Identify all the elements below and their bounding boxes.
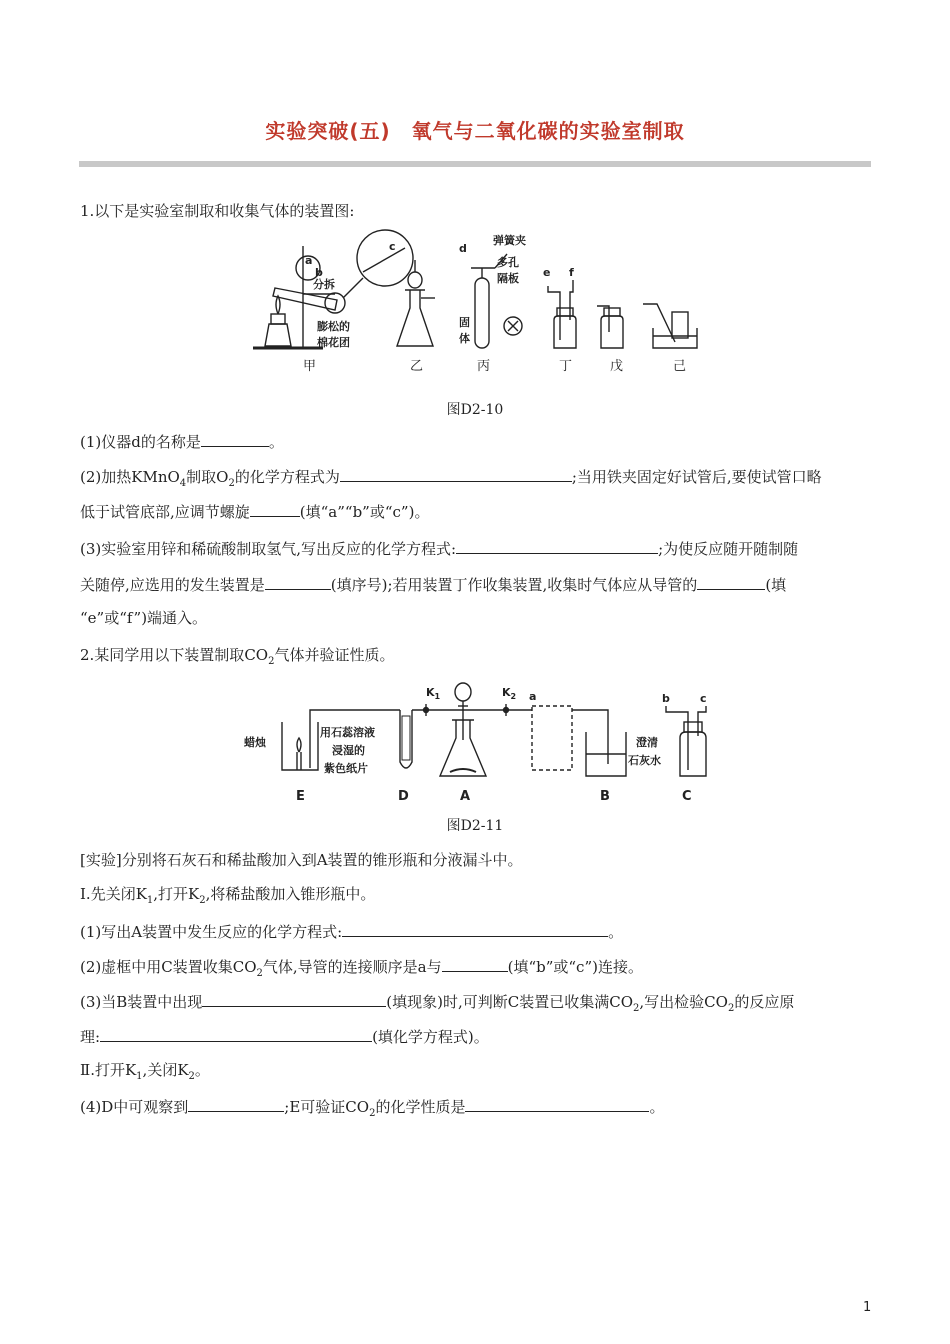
q2-part3-text: 理: (80, 1028, 101, 1046)
q2-step1 (80, 884, 375, 911)
label-duokong-2: 隔板 (497, 272, 519, 285)
subscript: 2 (199, 895, 206, 906)
answer-blank[interactable] (456, 537, 658, 554)
answer-blank[interactable] (340, 465, 572, 482)
q2-part3-text: 的反应原 (734, 993, 795, 1011)
answer-blank[interactable] (100, 1025, 372, 1042)
figure-caption-d2-11: 图D2-11 (446, 818, 504, 834)
label-k1 (426, 686, 441, 701)
q1-part3-text: 关随停,应选用的发生装置是 (80, 576, 265, 594)
q2-part3-text: ,写出检验CO (639, 993, 728, 1011)
subscript: 2 (188, 1071, 195, 1082)
answer-blank[interactable] (265, 573, 331, 590)
label-duokong-1: 多孔 (497, 256, 519, 269)
q2-part3-text: (填化学方程式)。 (372, 1028, 489, 1046)
label-e: e (543, 266, 551, 279)
q1-part2-text: (填“a”“b”或“c”)。 (299, 503, 430, 521)
q1-part1-end: 。 (268, 433, 284, 451)
q2-part2 (80, 955, 643, 984)
subscript: 2 (256, 968, 263, 979)
q1-part2-text: 的化学方程式为 (234, 468, 340, 486)
subscript: 4 (179, 478, 187, 489)
label-chaixi: 分拆 (313, 278, 335, 291)
q1-part3-line2 (80, 573, 786, 595)
q1-part3-line3: “e”或“f”)端通入。 (80, 609, 208, 627)
label-b2: b (662, 692, 670, 705)
q1-part3-text: (3)实验室用锌和稀硫酸制取氢气,写出反应的化学方程式: (80, 540, 457, 558)
label-k1-sub: 1 (434, 692, 441, 701)
q1-part2-text: 制取O (186, 468, 229, 486)
q2-stem-text: 气体并验证性质。 (274, 646, 395, 664)
label-jia: 甲 (303, 359, 317, 374)
label-D: D (398, 789, 409, 804)
q2-stem-text: 2.某同学用以下装置制取CO (80, 646, 269, 664)
q1-part2-line2 (80, 500, 429, 522)
label-guti-2: 体 (459, 332, 470, 345)
label-paper-1: 用石蕊溶液 (320, 726, 375, 739)
subscript: 2 (727, 1003, 735, 1014)
label-a: a (305, 254, 313, 267)
label-guti-1: 固 (459, 316, 470, 329)
q2-step2-text: Ⅱ.打开K (80, 1061, 137, 1079)
q2-part1 (80, 920, 623, 942)
figure-caption-d2-10: 图D2-10 (446, 402, 504, 418)
label-k2 (502, 686, 516, 701)
q1-part1-text: (1)仪器d的名称是 (80, 433, 201, 451)
label-paper-2: 浸湿的 (332, 744, 365, 757)
label-k2-text: K (502, 686, 511, 699)
q2-step2 (80, 1060, 210, 1087)
answer-blank[interactable] (188, 1095, 284, 1112)
answer-blank[interactable] (697, 573, 765, 590)
label-ji: 己 (673, 359, 687, 374)
q2-experiment: [实验]分别将石灰石和稀盐酸加入到A装置的锥形瓶和分液漏斗中。 (80, 851, 523, 869)
label-mianhua-1: 膨松的 (317, 320, 350, 333)
label-A: A (460, 789, 471, 804)
subscript: 1 (146, 895, 154, 906)
answer-blank[interactable] (202, 990, 386, 1007)
q1-part3-line1 (80, 537, 798, 559)
q1-part2-text: (2)加热KMnO (80, 468, 180, 486)
label-bing: 丙 (477, 359, 491, 374)
label-lazhu: 蜡烛 (244, 736, 266, 749)
page-number: 1 (863, 1300, 872, 1315)
q2-part3-text: (填现象)时,可判断C装置已收集满CO (386, 993, 634, 1011)
q2-part1-text: (1)写出A装置中发生反应的化学方程式: (80, 923, 343, 941)
q2-step1-text: ,将稀盐酸加入锥形瓶中。 (205, 885, 376, 903)
q2-step2-text: ,关闭K (142, 1061, 189, 1079)
answer-blank[interactable] (442, 955, 508, 972)
label-c2: c (700, 692, 707, 705)
answer-blank[interactable] (201, 430, 269, 447)
subscript: 2 (268, 656, 275, 667)
subscript: 2 (228, 478, 235, 489)
label-lime-1: 澄清 (636, 736, 658, 749)
q2-part2-text: (2)虚框中用C装置收集CO (80, 958, 257, 976)
figure-d2-10 (245, 228, 715, 376)
q2-part4 (80, 1095, 664, 1124)
label-c: c (389, 240, 396, 253)
label-k1-text: K (426, 686, 435, 699)
label-wu: 戊 (610, 359, 624, 374)
label-paper-3: 紫色纸片 (324, 762, 368, 775)
label-a2: a (529, 690, 537, 703)
answer-blank[interactable] (465, 1095, 649, 1112)
q1-part3-text: (填 (765, 576, 787, 594)
q1-part1 (80, 430, 284, 452)
q2-part3-line1 (80, 990, 794, 1019)
label-ding: 丁 (559, 359, 573, 374)
label-tanhuangjia: 弹簧夹 (493, 234, 526, 247)
q2-part4-text: ;E可验证CO (284, 1098, 370, 1116)
label-mianhua-2: 棉花团 (317, 336, 350, 349)
q2-part3-text: (3)当B装置中出现 (80, 993, 203, 1011)
q1-part2-line1 (80, 465, 822, 494)
q2-part2-text: 气体,导管的连接顺序是a与 (262, 958, 442, 976)
label-b: b (315, 266, 323, 279)
label-lime-2: 石灰水 (628, 754, 661, 767)
figure-d2-11 (240, 680, 720, 806)
answer-blank[interactable] (250, 500, 300, 517)
q2-part2-text: (填“b”或“c”)连接。 (507, 958, 643, 976)
page-title: 实验突破(五) 氧气与二氧化碳的实验室制取 (265, 119, 685, 143)
title-divider (79, 161, 871, 167)
label-d: d (459, 242, 467, 255)
q2-part4-text: 的化学性质是 (375, 1098, 466, 1116)
q1-part2-text: 低于试管底部,应调节螺旋 (80, 503, 250, 521)
q2-part4-text: 。 (649, 1098, 665, 1116)
label-f: f (569, 266, 574, 279)
label-k2-sub: 2 (510, 692, 517, 701)
q2-part1-end: 。 (608, 923, 624, 941)
q2-step2-text: 。 (194, 1061, 210, 1079)
q1-part3-text: (填序号);若用装置丁作收集装置,收集时气体应从导管的 (330, 576, 698, 594)
label-yi: 乙 (410, 359, 424, 374)
q2-part4-text: (4)D中可观察到 (80, 1098, 189, 1116)
label-B: B (600, 789, 610, 804)
subscript: 2 (369, 1108, 376, 1119)
q1-part3-text: ;为使反应随开随制随 (658, 540, 799, 558)
answer-blank[interactable] (342, 920, 608, 937)
q2-part3-line2 (80, 1025, 489, 1047)
subscript: 1 (136, 1071, 143, 1082)
subscript: 2 (633, 1003, 640, 1014)
q1-part2-text: ;当用铁夹固定好试管后,要使试管口略 (571, 468, 822, 486)
label-C: C (682, 789, 692, 804)
q2-stem (80, 645, 394, 672)
q2-step1-text: Ⅰ.先关闭K (80, 885, 147, 903)
q2-step1-text: ,打开K (153, 885, 200, 903)
label-E: E (296, 789, 305, 804)
q1-stem: 1.以下是实验室制取和收集气体的装置图: (80, 202, 355, 220)
